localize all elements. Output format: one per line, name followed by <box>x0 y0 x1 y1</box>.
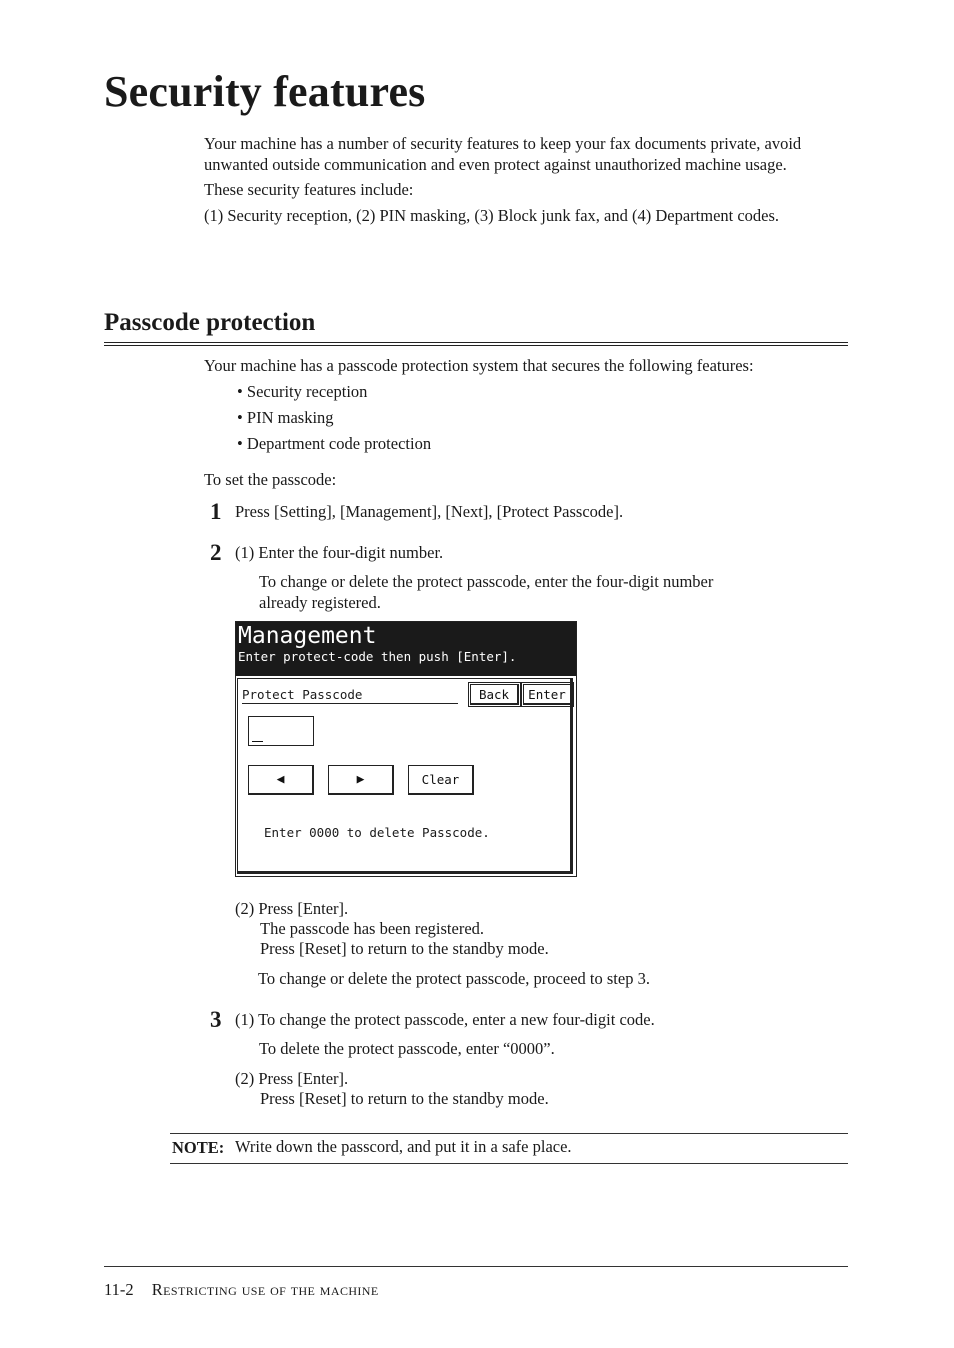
step-2-note-line-1: To change or delete the protect passcode, enter the four-digit number <box>259 572 714 591</box>
section-rule <box>104 342 848 346</box>
lcd-message: Enter 0000 to delete Passcode. <box>264 825 490 840</box>
lcd-screen <box>235 621 577 877</box>
step-2-sub-1: (1) Enter the four-digit number. <box>235 543 444 562</box>
to-set-label: To set the passcode: <box>204 470 337 489</box>
enter-button[interactable]: Enter <box>523 684 572 705</box>
bullet-item: • Security reception <box>237 382 368 401</box>
step-2-result-line-1: The passcode has been registered. <box>260 919 485 938</box>
step-number-1: 1 <box>210 499 222 524</box>
back-button[interactable]: Back <box>470 684 519 705</box>
note-text: Write down the passcord, and put it in a safe place. <box>235 1137 572 1156</box>
passcode-input[interactable] <box>248 716 314 746</box>
step-1-text: Press [Setting], [Management], [Next], [Protect Passcode]. <box>235 502 624 521</box>
left-arrow-icon: ◀ <box>276 772 285 787</box>
step-2-result-line-2: Press [Reset] to return to the standby mode. <box>260 939 549 958</box>
page-number: 11-2 <box>104 1280 134 1299</box>
bullet-item: • Department code protection <box>237 434 432 453</box>
step-2-note-line-2: already registered. <box>259 593 381 612</box>
step-2-sub-2: (2) Press [Enter]. <box>235 899 349 918</box>
step-number-3: 3 <box>210 1007 222 1032</box>
protect-passcode-label: Protect Passcode <box>242 687 458 704</box>
intro-paragraph-2: These security features include: <box>204 180 414 199</box>
intro <box>204 134 844 231</box>
lcd-subtitle: Enter protect-code then push [Enter]. <box>238 649 517 664</box>
step-number-2: 2 <box>210 540 222 565</box>
clear-button[interactable]: Clear <box>408 765 474 795</box>
lcd-title: Management <box>238 623 377 649</box>
intro-paragraph-1: Your machine has a number of security features to keep your fax documents private, avoid unwanted outside communication and even protect against unauthorized machine usage. <box>204 134 802 174</box>
cursor-left-button[interactable] <box>248 765 314 795</box>
footer-rule <box>104 1266 848 1267</box>
chapter-title: Restricting use of the machine <box>151 1280 379 1299</box>
lcd-panel <box>237 678 573 874</box>
section-heading: Passcode protection <box>104 309 316 336</box>
note-top-rule <box>170 1133 848 1134</box>
input-cursor <box>252 741 263 743</box>
step-3-sub-1: (1) To change the protect passcode, enter a new four-digit code. <box>235 1010 655 1029</box>
note-label: NOTE: <box>172 1138 225 1157</box>
step-3-result-line: Press [Reset] to return to the standby mode. <box>260 1089 549 1108</box>
cursor-right-button[interactable] <box>328 765 394 795</box>
step-3-note: To delete the protect passcode, enter “0000”. <box>259 1039 555 1058</box>
intro-paragraph-3: (1) Security reception, (2) PIN masking, (3) Block junk fax, and (4) Department codes. <box>204 205 780 225</box>
page-title: Security features <box>104 67 426 116</box>
section-lead: Your machine has a passcode protection system that secures the following features: <box>204 356 754 375</box>
step-2-note-final: To change or delete the protect passcode, proceed to step 3. <box>258 969 650 988</box>
lcd-header <box>236 622 576 676</box>
step-3-sub-2: (2) Press [Enter]. <box>235 1069 349 1088</box>
bullet-item: • PIN masking <box>237 408 334 427</box>
note-bottom-rule <box>170 1163 848 1164</box>
right-arrow-icon: ▶ <box>356 772 365 787</box>
footer <box>104 1280 379 1300</box>
